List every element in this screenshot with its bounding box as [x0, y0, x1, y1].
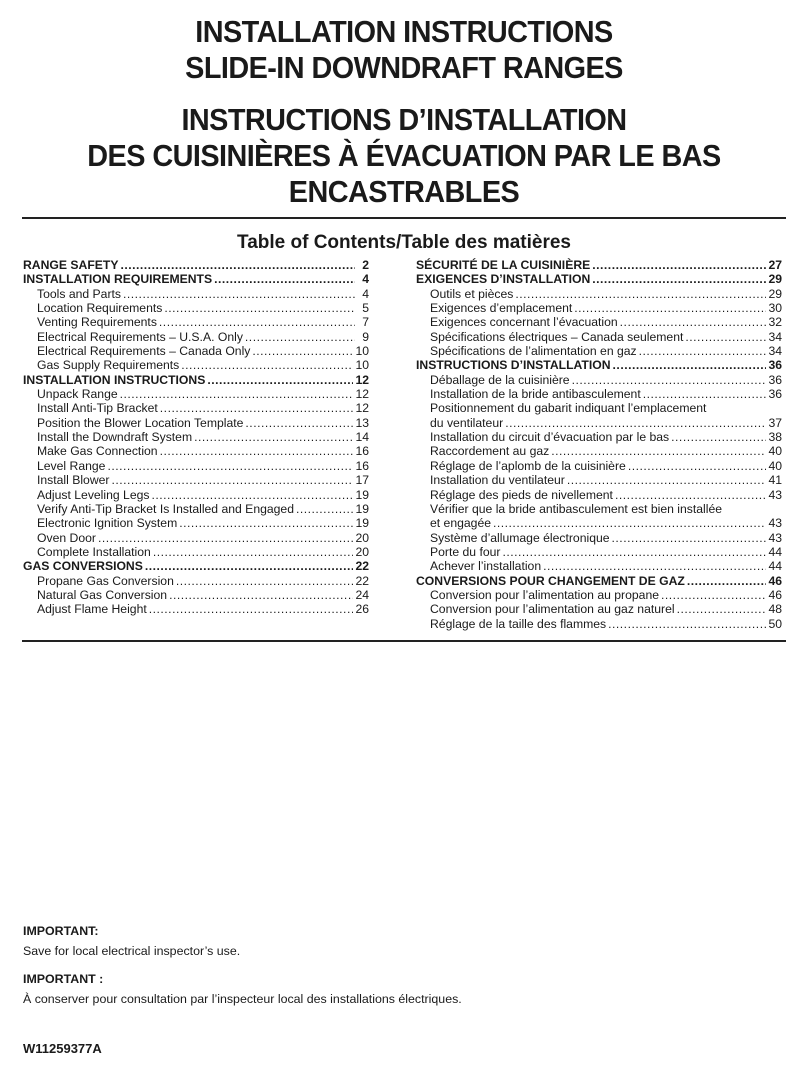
toc-entry-label: Raccordement au gaz [430, 444, 550, 459]
toc-entry-page: 34 [768, 344, 782, 359]
toc-entry [23, 344, 369, 358]
toc-entry-label: Complete Installation [37, 544, 151, 559]
toc-entry-label: Positionnement du gabarit indiquant l’emplacement [430, 401, 707, 416]
toc-entry [416, 444, 782, 458]
toc-entry-page: 12 [355, 372, 369, 387]
toc-entry [23, 430, 369, 444]
toc-dot-leader [145, 559, 354, 573]
toc-entry-label: Install Blower [37, 473, 110, 488]
toc-dot-leader [111, 473, 353, 487]
toc-entry-page: 22 [355, 559, 369, 574]
title-fr-line-2: DES CUISINIÈRES À ÉVACUATION PAR LE BAS [87, 138, 721, 173]
toc-entry-page: 38 [768, 430, 782, 445]
bottom-divider [22, 640, 786, 642]
toc-entry-label: Exigences d’emplacement [430, 301, 573, 316]
toc-entry [416, 258, 782, 272]
toc-entry-page: 2 [362, 258, 369, 272]
toc-dot-leader [120, 258, 355, 272]
toc-dot-leader [543, 559, 766, 573]
toc-entry-label: Exigences concernant l’évacuation [430, 315, 618, 330]
toc-dot-leader [245, 330, 355, 344]
toc-entry-page: 16 [355, 444, 369, 459]
toc-dot-leader [151, 488, 353, 502]
toc-entry-page: 16 [355, 458, 369, 473]
toc-entry-label: Electronic Ignition System [37, 516, 178, 531]
toc-entry [23, 373, 369, 387]
toc-entry-page: 19 [355, 487, 369, 502]
toc-entry-page: 17 [355, 473, 369, 488]
toc-entry-label: Porte du four [430, 544, 501, 559]
toc-entry [23, 574, 369, 588]
toc-entry-page: 27 [768, 258, 782, 272]
toc-entry-page: 40 [768, 458, 782, 473]
toc-entry-page: 46 [768, 573, 782, 588]
title-en-line-2: SLIDE-IN DOWNDRAFT RANGES [185, 50, 623, 85]
toc-entry-label: Spécifications de l’alimentation en gaz [430, 344, 637, 359]
toc-entry-page: 24 [355, 587, 369, 602]
notice-french [23, 971, 462, 1007]
toc-entry-page: 26 [355, 602, 369, 617]
toc-entry [23, 287, 369, 301]
toc-dot-leader [502, 545, 766, 559]
toc-dot-leader [160, 444, 354, 458]
toc-entry [23, 459, 369, 473]
toc-entry-page: 14 [355, 430, 369, 445]
toc-entry-label: CONVERSIONS POUR CHANGEMENT DE GAZ [416, 573, 685, 588]
toc-entry-label: INSTALLATION REQUIREMENTS [23, 272, 213, 287]
toc-dot-leader [677, 602, 767, 616]
toc-entry [23, 444, 369, 458]
toc-entry-label: Vérifier que la bride antibasculement est bien installée [430, 501, 722, 516]
toc-entry [416, 588, 782, 602]
toc-entry [416, 559, 782, 573]
toc-entry-label: Make Gas Connection [37, 444, 158, 459]
toc-dot-leader [153, 545, 354, 559]
toc-dot-leader [179, 516, 353, 530]
toc-dot-leader [515, 287, 766, 301]
toc-dot-leader [620, 315, 767, 329]
toc-entry [23, 559, 369, 573]
toc-dot-leader [107, 459, 353, 473]
toc-dot-leader [123, 287, 355, 301]
toc-entry-page: 32 [768, 315, 782, 330]
toc-entry [416, 502, 782, 516]
toc-entry [23, 545, 369, 559]
toc-dot-leader [160, 401, 354, 415]
toc-dot-leader [194, 430, 353, 444]
toc-entry-page: 12 [355, 401, 369, 416]
toc-entry-label: Réglage de l’aplomb de la cuisinière [430, 458, 626, 473]
toc-entry-page: 9 [362, 329, 369, 344]
toc-dot-leader [181, 358, 353, 372]
toc-entry [416, 545, 782, 559]
toc-entry-label: Venting Requirements [37, 315, 157, 330]
toc-entry-label: Installation de la bride antibasculement [430, 387, 641, 402]
toc-entry-page: 43 [768, 530, 782, 545]
toc-dot-leader [159, 315, 355, 329]
toc-entry [23, 588, 369, 602]
toc-entry-page: 4 [362, 286, 369, 301]
toc-entry-label: EXIGENCES D’INSTALLATION [416, 272, 591, 287]
toc-entry-label: Location Requirements [37, 301, 163, 316]
toc-entry [23, 502, 369, 516]
toc-dot-leader [612, 531, 767, 545]
toc-entry-label: Adjust Flame Height [37, 602, 147, 617]
toc-entry-label: Gas Supply Requirements [37, 358, 180, 373]
toc-entry-label: Achever l’installation [430, 559, 542, 574]
toc-entry [416, 344, 782, 358]
toc-entry [23, 401, 369, 415]
toc-entry-page: 4 [362, 272, 369, 287]
toc-dot-leader [574, 301, 766, 315]
toc-entry-label: Propane Gas Conversion [37, 573, 174, 588]
toc-entry [416, 516, 782, 530]
toc-dot-leader [643, 387, 767, 401]
toc-dot-leader [493, 516, 766, 530]
toc-entry-label: Level Range [37, 458, 106, 473]
toc-entry-page: 40 [768, 444, 782, 459]
toc-dot-leader [245, 416, 353, 430]
toc-entry-label: Install Anti-Tip Bracket [37, 401, 158, 416]
toc-entry-label: Adjust Leveling Legs [37, 487, 150, 502]
toc-entry [416, 387, 782, 401]
toc-entry-page: 46 [768, 587, 782, 602]
toc-dot-leader [164, 301, 355, 315]
title-fr-line-1: INSTRUCTIONS D’INSTALLATION [181, 102, 627, 137]
toc-entry [23, 416, 369, 430]
toc-entry-page: 7 [362, 315, 369, 330]
toc-entry-page: 19 [355, 516, 369, 531]
toc-dot-leader [615, 488, 767, 502]
toc-entry-label: Conversion pour l’alimentation au propane [430, 587, 659, 602]
toc-entry-label: GAS CONVERSIONS [23, 559, 143, 574]
toc-dot-leader [592, 258, 766, 272]
toc-entry-label: et engagée [430, 516, 491, 531]
toc-entry [416, 315, 782, 329]
toc-entry-label: Installation du ventilateur [430, 473, 565, 488]
title-fr-line-3: ENCASTRABLES [288, 174, 520, 209]
notice-en-text: Save for local electrical inspector’s use. [23, 944, 241, 958]
toc-dot-leader [628, 459, 767, 473]
top-divider [22, 217, 786, 219]
toc-entry-page: 20 [355, 530, 369, 545]
part-number: W11259377A [23, 1041, 102, 1056]
toc-title: Table of Contents/Table des matières [237, 232, 571, 253]
toc-dot-leader [505, 416, 766, 430]
toc-entry-label: Position the Blower Location Template [37, 415, 244, 430]
toc-entry-label: Oven Door [37, 530, 96, 545]
notice-fr-text: À conserver pour consultation par l’inspecteur local des installations électriques. [23, 992, 462, 1006]
notice-fr-heading: IMPORTANT : [23, 972, 104, 986]
toc-entry-label: Unpack Range [37, 387, 118, 402]
toc-dot-leader [608, 617, 766, 631]
toc-dot-leader [551, 444, 766, 458]
toc-entry-label: INSTRUCTIONS D’INSTALLATION [416, 358, 611, 373]
toc-entry-page: 20 [355, 544, 369, 559]
toc-entry [23, 315, 369, 329]
toc-entry [416, 473, 782, 487]
toc-entry-page: 34 [768, 329, 782, 344]
toc-entry [416, 617, 782, 631]
toc-column-french [416, 258, 782, 631]
toc-dot-leader [176, 574, 354, 588]
toc-dot-leader [572, 373, 767, 387]
toc-entry-page: 36 [768, 372, 782, 387]
toc-entry [23, 301, 369, 315]
toc-entry [416, 430, 782, 444]
title-en-line-1: INSTALLATION INSTRUCTIONS [195, 14, 613, 49]
toc-dot-leader [639, 344, 767, 358]
toc-entry [23, 602, 369, 616]
toc-column-english [23, 258, 369, 617]
toc-dot-leader [120, 387, 354, 401]
toc-entry-page: 43 [768, 516, 782, 531]
toc-dot-leader [207, 373, 353, 387]
toc-dot-leader [296, 502, 353, 516]
toc-dot-leader [252, 344, 353, 358]
document-title [0, 14, 808, 210]
toc-entry-page: 13 [355, 415, 369, 430]
toc-entry-label: Electrical Requirements – Canada Only [37, 344, 251, 359]
toc-dot-leader [685, 330, 766, 344]
toc-entry-page: 36 [768, 387, 782, 402]
toc-entry-page: 12 [355, 387, 369, 402]
toc-entry-label: SÉCURITÉ DE LA CUISINIÈRE [416, 258, 591, 272]
toc-entry [23, 258, 369, 272]
toc-entry-label: Install the Downdraft System [37, 430, 193, 445]
toc-entry-label: Système d’allumage électronique [430, 530, 610, 545]
toc-entry-label: Déballage de la cuisinière [430, 372, 570, 387]
toc-entry [416, 272, 782, 286]
toc-entry-page: 22 [355, 573, 369, 588]
toc-entry-label: Electrical Requirements – U.S.A. Only [37, 329, 243, 344]
toc-entry [23, 272, 369, 286]
toc-entry-page: 29 [768, 272, 782, 287]
toc-entry [416, 373, 782, 387]
toc-entry-label: Tools and Parts [37, 286, 122, 301]
toc-entry-page: 30 [768, 301, 782, 316]
toc-entry-label: Conversion pour l’alimentation au gaz naturel [430, 602, 675, 617]
toc-entry-label: Réglage de la taille des flammes [430, 616, 607, 631]
toc-entry-page: 19 [355, 501, 369, 516]
toc-dot-leader [687, 574, 767, 588]
toc-entry-page: 50 [768, 616, 782, 631]
toc-dot-leader [567, 473, 767, 487]
toc-entry-page: 10 [355, 358, 369, 373]
toc-entry-label: Natural Gas Conversion [37, 587, 168, 602]
toc-dot-leader [169, 588, 353, 602]
toc-entry-label: du ventilateur [430, 415, 504, 430]
toc-entry-page: 36 [768, 358, 782, 373]
toc-dot-leader [98, 531, 354, 545]
toc-entry [23, 330, 369, 344]
toc-entry [23, 387, 369, 401]
toc-entry-page: 37 [768, 415, 782, 430]
toc-entry [23, 473, 369, 487]
notice-english [23, 923, 240, 959]
toc-entry-page: 41 [768, 473, 782, 488]
toc-entry [416, 416, 782, 430]
toc-entry [416, 287, 782, 301]
toc-entry-label: INSTALLATION INSTRUCTIONS [23, 372, 206, 387]
toc-entry-page: 29 [768, 286, 782, 301]
notice-en-heading: IMPORTANT: [23, 924, 99, 938]
toc-entry [416, 358, 782, 372]
toc-entry [416, 488, 782, 502]
toc-entry [416, 401, 782, 415]
toc-entry-page: 10 [355, 344, 369, 359]
toc-entry-page: 43 [768, 487, 782, 502]
toc-entry-page: 5 [362, 301, 369, 316]
toc-entry [23, 358, 369, 372]
toc-dot-leader [661, 588, 766, 602]
toc-entry-label: Verify Anti-Tip Bracket Is Installed and Engaged [37, 501, 294, 516]
toc-entry [416, 330, 782, 344]
toc-entry [416, 301, 782, 315]
toc-dot-leader [671, 430, 766, 444]
toc-entry-page: 48 [768, 602, 782, 617]
toc-dot-leader [149, 602, 354, 616]
toc-entry [23, 488, 369, 502]
toc-entry-label: Outils et pièces [430, 286, 514, 301]
toc-entry [416, 574, 782, 588]
toc-dot-leader [613, 358, 767, 372]
toc-entry [23, 516, 369, 530]
toc-entry-page: 44 [768, 544, 782, 559]
toc-entry [23, 531, 369, 545]
toc-entry-label: Spécifications électriques – Canada seulement [430, 329, 684, 344]
toc-entry [416, 531, 782, 545]
toc-entry-page: 44 [768, 559, 782, 574]
toc-entry-label: Réglage des pieds de nivellement [430, 487, 613, 502]
toc-entry-label: Installation du circuit d’évacuation par le bas [430, 430, 670, 445]
toc-entry [416, 459, 782, 473]
toc-entry-label: RANGE SAFETY [23, 258, 119, 272]
toc-dot-leader [592, 272, 766, 286]
toc-dot-leader [214, 272, 355, 286]
toc-entry [416, 602, 782, 616]
